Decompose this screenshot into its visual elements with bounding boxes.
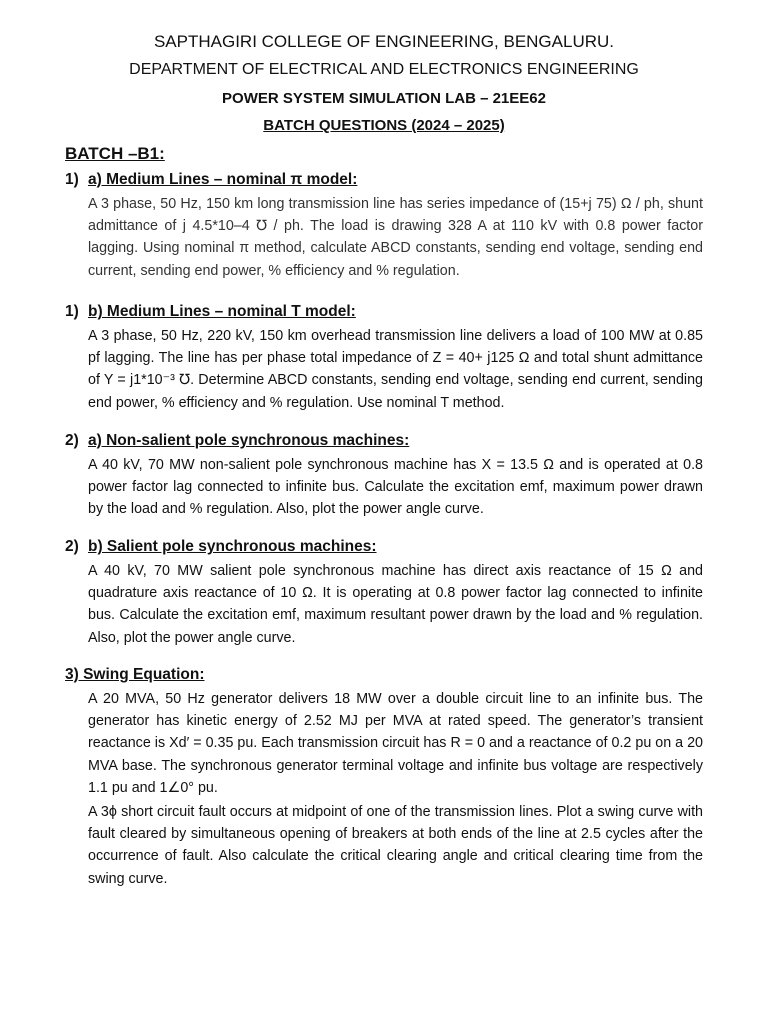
question-heading [65,170,705,190]
question-title: a) Medium Lines – nominal π model: [88,171,358,188]
department-name: DEPARTMENT OF ELECTRICAL AND ELECTRONICS ENGINEERING [129,61,639,78]
lab-title: POWER SYSTEM SIMULATION LAB – 21EE62 [222,90,546,107]
question-3 [65,665,705,890]
question-heading [65,302,705,322]
question-heading [65,665,705,685]
question-text: A 3 phase, 50 Hz, 220 kV, 150 km overhead transmission line delivers a load of 100 MW at 0.85 pf lagging. The line has per phase total impedance of Z = 40+ j125 Ω and total shunt admittance of Y = j1*10⁻³ ℧. Determine ABCD constants, sending end voltage, sending end current, sending end power, % efficiency and % regulation. Use nominal T method. [88,328,703,411]
question-number: 2) [65,538,79,555]
question-text: A 40 kV, 70 MW non-salient pole synchronous machine has X = 13.5 Ω and is operated at 0.8 power factor lag connected to infinite bus. Calculate the excitation emf, maximum power drawn by the load and % regulation. Also, plot the power angle curve. [88,457,703,518]
question-2b [65,537,705,649]
batch-heading: BATCH –B1: [65,144,165,163]
question-text: A 20 MVA, 50 Hz generator delivers 18 MW over a double circuit line to an infinite bus. The generator has kinetic energy of 2.52 MJ per MVA at rated speed. The generator’s transient reactance is Xd′ = 0.35 pu. Each transmission circuit has R = 0 and a reactance of 0.2 pu on a 20 MVA base. The synchronous generator terminal voltage and infinite bus voltage are respectively 1.1 pu and 1∠0° pu. [88,691,703,796]
question-text: A 3 phase, 50 Hz, 150 km long transmission line has series impedance of (15+j 75) Ω / ph, shunt admittance of j 4.5*10–4 ℧ / ph. The load is drawing 328 A at 110 kV with 0.8 power factor lagging. Using nominal π method, calculate ABCD constants, sending end voltage, sending end current, sending end power, % efficiency and % regulation. [88,196,703,279]
question-heading [65,537,705,557]
question-text: A 3ϕ short circuit fault occurs at midpoint of one of the transmission lines. Plot a swing curve with fault cleared by simultaneous opening of breakers at both ends of the line at 2.5 cycles after the occurrence of fault. Also calculate the critical clearing angle and critical clearing time from the swing curve. [88,804,703,887]
question-1a [65,170,705,282]
question-title: 3) Swing Equation: [65,666,205,683]
question-2a [65,431,705,521]
question-title: b) Medium Lines – nominal T model: [88,303,356,320]
college-name: SAPTHAGIRI COLLEGE OF ENGINEERING, BENGALURU. [153,32,615,51]
question-1b [65,302,705,414]
batch-questions-title: BATCH QUESTIONS (2024 – 2025) [263,117,505,134]
question-title: a) Non-salient pole synchronous machines: [88,432,410,449]
question-number: 1) [65,303,79,320]
question-text: A 40 kV, 70 MW salient pole synchronous machine has direct axis reactance of 15 Ω and quadrature axis reactance of 10 Ω. It is operating at 0.8 power factor lag connected to infinite bus. Calculate the excitation emf, maximum resultant power drawn by the load and % regulation. Also, plot the power angle curve. [88,563,703,646]
question-number: 1) [65,171,79,188]
question-title: b) Salient pole synchronous machines: [88,538,377,555]
question-heading [65,431,705,451]
question-number: 2) [65,432,79,449]
